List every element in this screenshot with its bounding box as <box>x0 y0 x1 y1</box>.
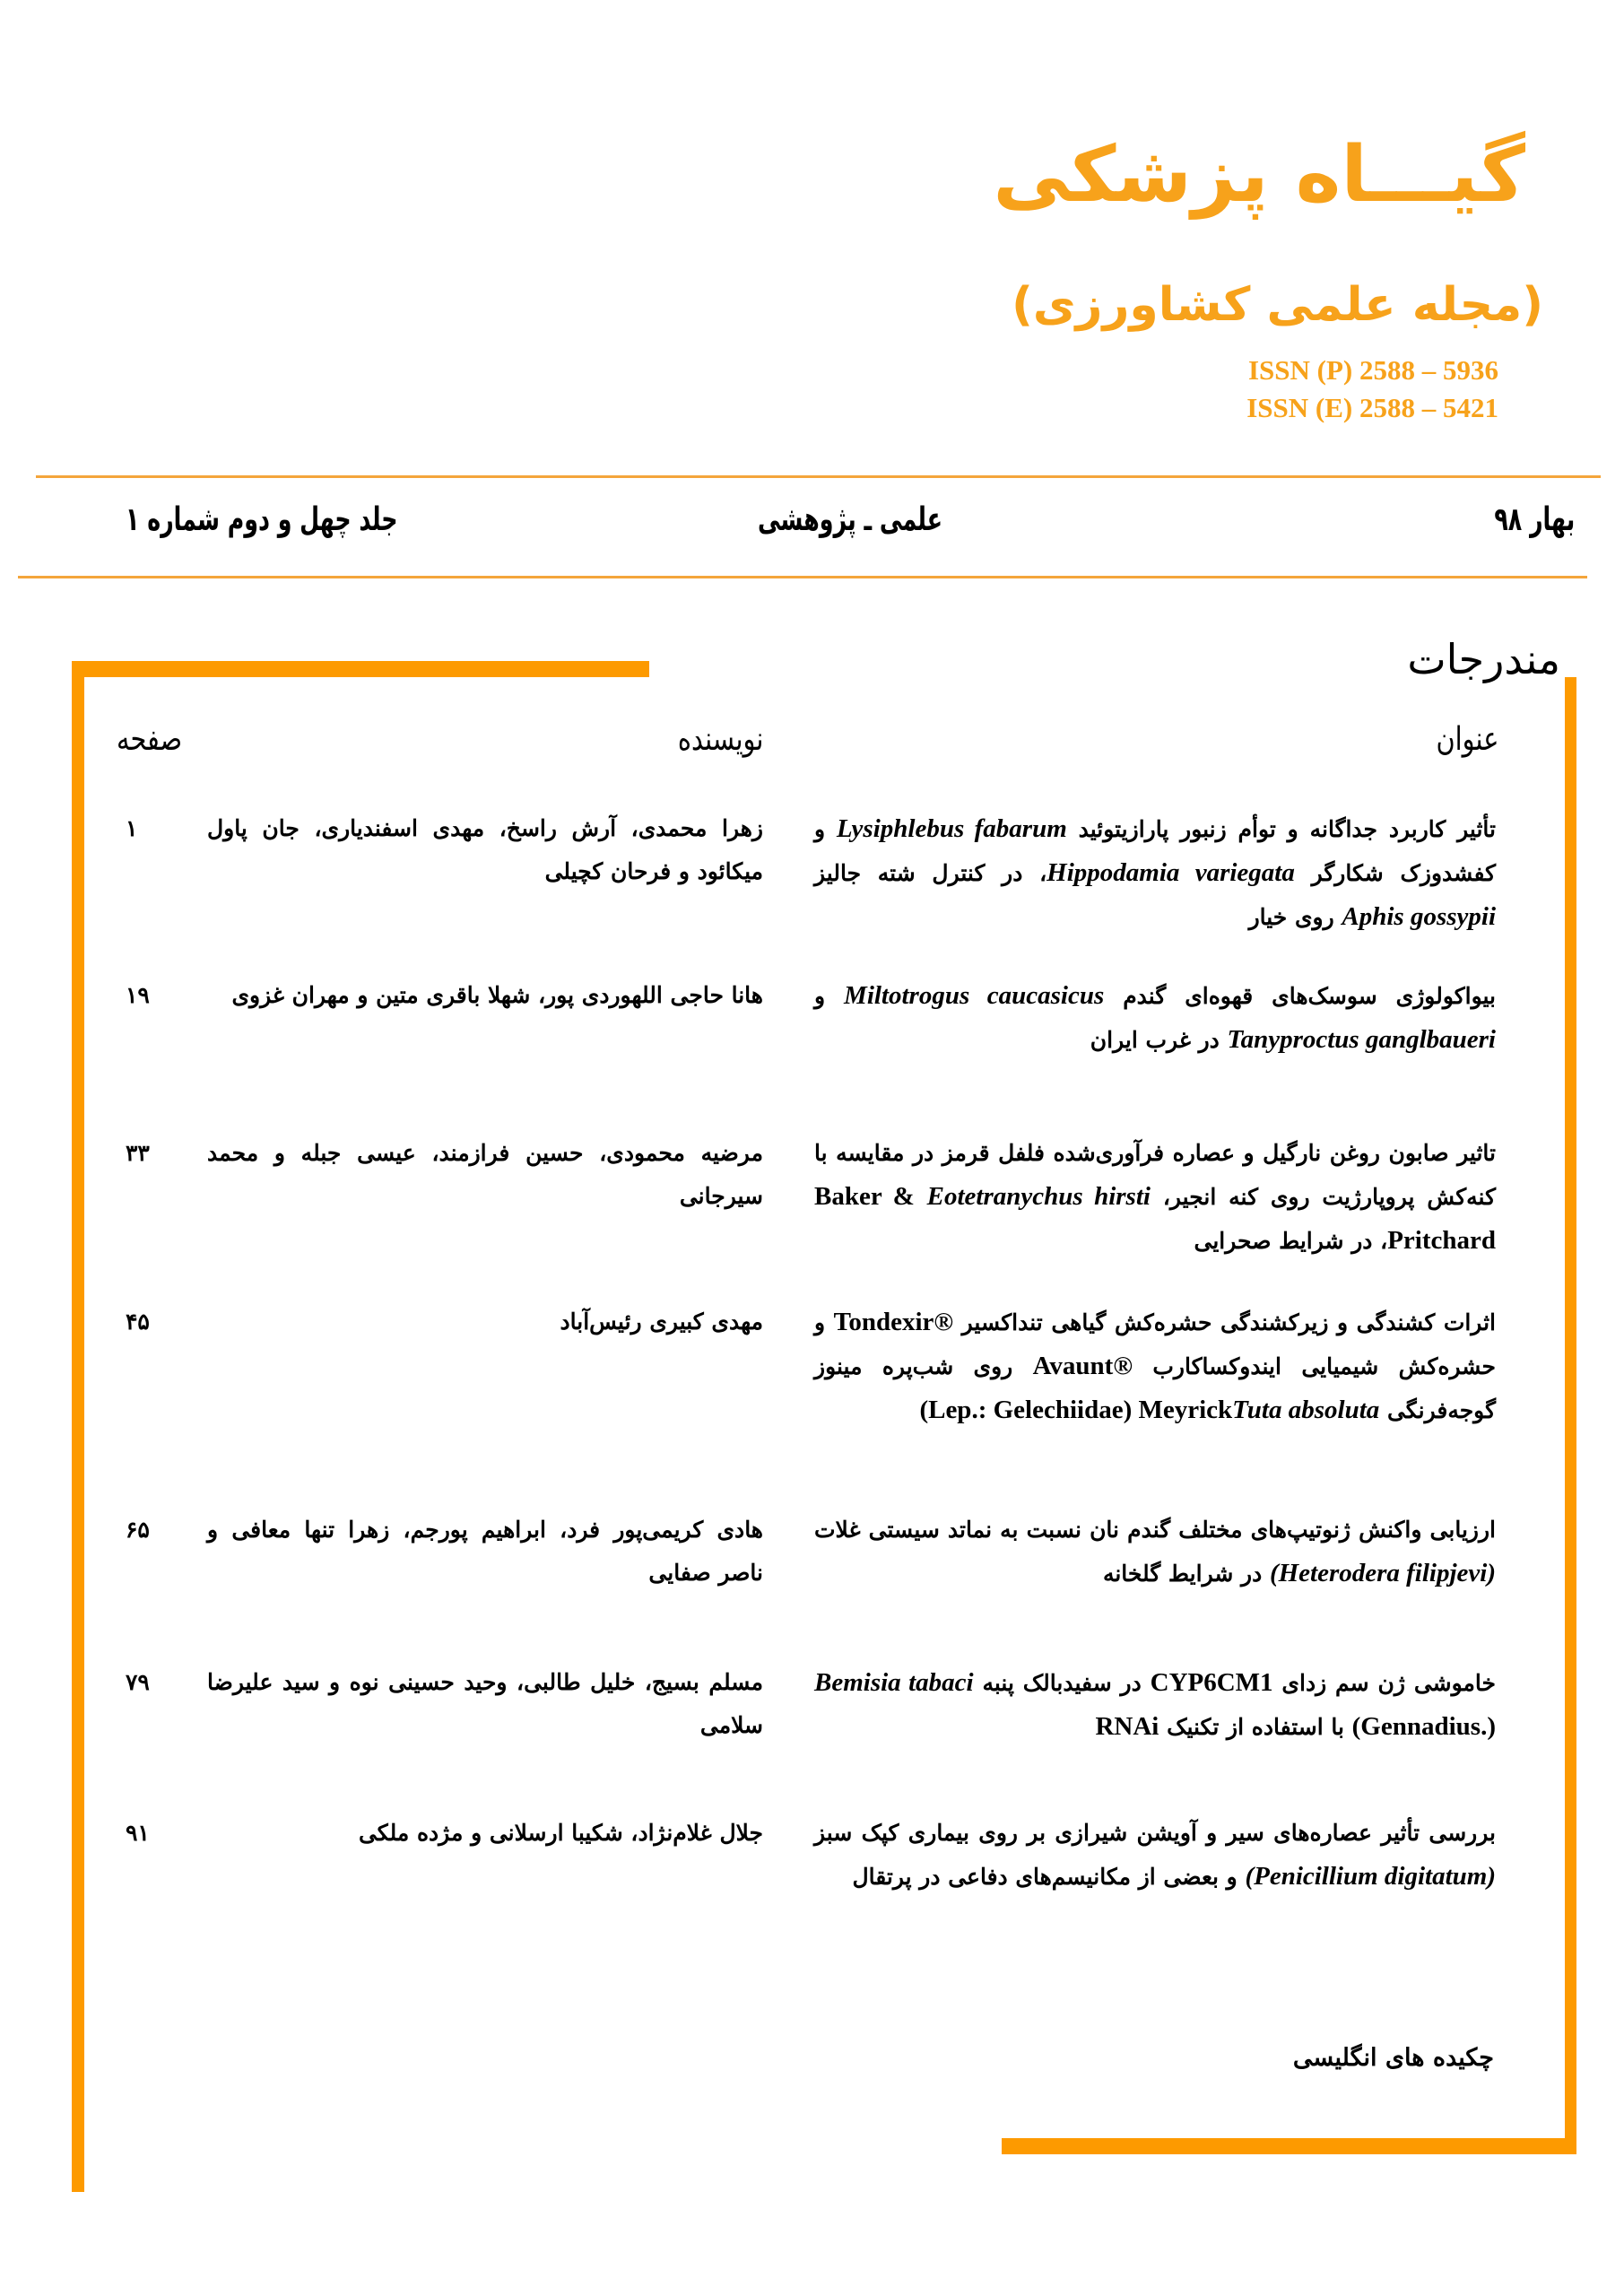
entry-authors: هانا حاجی اللهوردی پور، شهلا باقری متین و مهران غزوی <box>231 982 763 1008</box>
column-header-page: صفحه <box>117 721 183 758</box>
latin-text: Baker & Pritchard <box>814 1182 1496 1255</box>
issn-print: ISSN (P) 2588 – 5936 <box>1247 354 1498 386</box>
title-text: تأثیر کاربرد جداگانه و توأم زنبور پارازیتوئید <box>1066 816 1497 842</box>
title-text: ، در کنترل شته جالیز <box>814 860 1047 886</box>
latin-text: Tondexir® <box>833 1308 954 1336</box>
journal-title: گیـــاه پزشکی <box>993 130 1525 220</box>
scientific-name: Hippodamia variegata <box>1046 858 1295 887</box>
scientific-name: Bemisia tabaci <box>814 1668 974 1697</box>
scientific-name: Miltotrogus caucasicus <box>844 981 1105 1010</box>
issue-type: علمی ـ پژوهشی <box>758 501 942 538</box>
issue-volume: جلد چهل و دوم شماره ۱ <box>126 501 398 538</box>
scientific-name: Eotetranychus hirsti <box>926 1182 1151 1211</box>
top-divider <box>36 475 1601 478</box>
title-text: تاثیر صابون روغن نارگیل و عصاره فرآوری‌شده فلفل قرمز در مقایسه با کنه‌کش پروپارژیت روی کنه انجیر، <box>814 1140 1496 1210</box>
title-text <box>915 1184 927 1210</box>
title-text: در سفیدبالک پنبه <box>973 1670 1151 1696</box>
entry-authors: مهدی کبیری رئیس‌آباد <box>560 1309 763 1335</box>
latin-text: (Gennadius.) <box>1351 1712 1496 1741</box>
entry-page-number[interactable]: ۴۵ <box>126 1309 150 1335</box>
entry-page-number[interactable]: ۷۹ <box>126 1669 150 1695</box>
column-header-title: عنوان <box>1436 721 1498 758</box>
scientific-name: (Penicillium digitatum) <box>1245 1862 1496 1891</box>
title-text: روی خیار <box>1248 904 1342 930</box>
frame-bottom-bar <box>1002 2138 1576 2154</box>
scientific-name: (Heterodera filipjevi) <box>1269 1559 1496 1587</box>
title-text: روی شب‌پره مینوز گوجه‌فرنگی <box>814 1353 1496 1423</box>
latin-text: Avaunt® <box>1032 1352 1133 1380</box>
scientific-name: Lysiphlebus fabarum <box>836 814 1067 843</box>
entry-title[interactable] <box>814 807 1496 939</box>
scientific-name: Tanyproctus ganglbaueri <box>1227 1025 1496 1054</box>
title-text: ارزیابی واکنش ژنوتیپ‌های مختلف گندم نان نسبت به نماتد سیستی غلات <box>814 1517 1496 1543</box>
title-text: بیواکولوژی سوسک‌های قهوه‌ای گندم <box>1104 983 1496 1009</box>
latin-text: RNAi <box>1095 1712 1159 1741</box>
scientific-name: Aphis gossypii <box>1342 902 1496 931</box>
issn-electronic: ISSN (E) 2588 – 5421 <box>1246 392 1498 423</box>
frame-top-bar <box>72 661 649 677</box>
frame-left-bar <box>72 661 84 2192</box>
column-header-author: نویسنده <box>677 721 763 758</box>
frame-right-bar <box>1565 677 1576 2154</box>
entry-title[interactable] <box>814 1812 1496 1899</box>
title-text: با استفاده از تکنیک <box>1159 1714 1352 1740</box>
entry-title[interactable] <box>814 1661 1496 1749</box>
english-abstracts-link[interactable]: چکیده های انگلیسی <box>1292 2044 1494 2072</box>
entry-page-number[interactable]: ۱ <box>126 815 138 841</box>
title-text: ، در شرایط صحرایی <box>1194 1228 1388 1254</box>
title-text: و بعضی از مکانیسم‌های دفاعی در پرتقال <box>852 1864 1246 1890</box>
entry-title[interactable] <box>814 1300 1496 1432</box>
title-text: و حشره‌کش شیمیایی ایندوکساکارب <box>814 1309 1497 1379</box>
bottom-divider <box>18 576 1587 578</box>
entry-page-number[interactable]: ۹۱ <box>126 1820 150 1846</box>
title-text: در غرب ایران <box>1090 1027 1228 1053</box>
entry-page-number[interactable]: ۳۳ <box>126 1140 150 1166</box>
title-text: و <box>814 983 845 1009</box>
scientific-name: Tuta absoluta <box>1232 1396 1380 1424</box>
title-text: بررسی تأثیر عصاره‌های سیر و آویشن شیرازی بر روی بیماری کپک سبز <box>814 1820 1496 1846</box>
title-text: در شرایط گلخانه <box>1102 1561 1270 1587</box>
entry-authors: زهرا محمدی، آرش راسخ، مهدی اسفندیاری، جان پاول میکائود و فرحان کچیلی <box>207 815 763 884</box>
entry-title[interactable] <box>814 1132 1496 1263</box>
entry-page-number[interactable]: ۱۹ <box>126 982 150 1008</box>
entry-page-number[interactable]: ۶۵ <box>126 1517 150 1543</box>
entry-authors: هادی کریمی‌پور فرد، ابراهیم پورجم، زهرا تنها معافی و ناصر صفایی <box>207 1517 763 1586</box>
title-text: خاموشی ژن سم زدای <box>1272 1670 1496 1696</box>
title-text: اثرات کشندگی و زیرکشندگی حشره‌کش گیاهی تنداکسیر <box>953 1309 1497 1335</box>
title-text: و کفشدوزک شکارگر <box>814 816 1497 886</box>
entry-title[interactable] <box>814 1509 1496 1596</box>
contents-heading: مندرجات <box>1407 635 1560 683</box>
entry-authors: مرضیه محمودی، حسین فرازمند، عیسی جبله و محمد سیرجانی <box>207 1140 763 1209</box>
issue-season: بهار ۹۸ <box>1494 501 1575 538</box>
entry-authors: جلال غلام‌نژاد، شکیبا ارسلانی و مژده ملکی <box>358 1820 763 1846</box>
entry-title[interactable] <box>814 974 1496 1062</box>
entry-authors: مسلم بسیج، خلیل طالبی، وحید حسینی نوه و سید علیرضا سلامی <box>207 1669 763 1738</box>
latin-text: CYP6CM1 <box>1150 1668 1273 1697</box>
latin-text: (Lep.: Gelechiidae) Meyrick <box>913 1396 1233 1424</box>
journal-subtitle: (مجله علمی کشاورزی) <box>1012 278 1543 332</box>
